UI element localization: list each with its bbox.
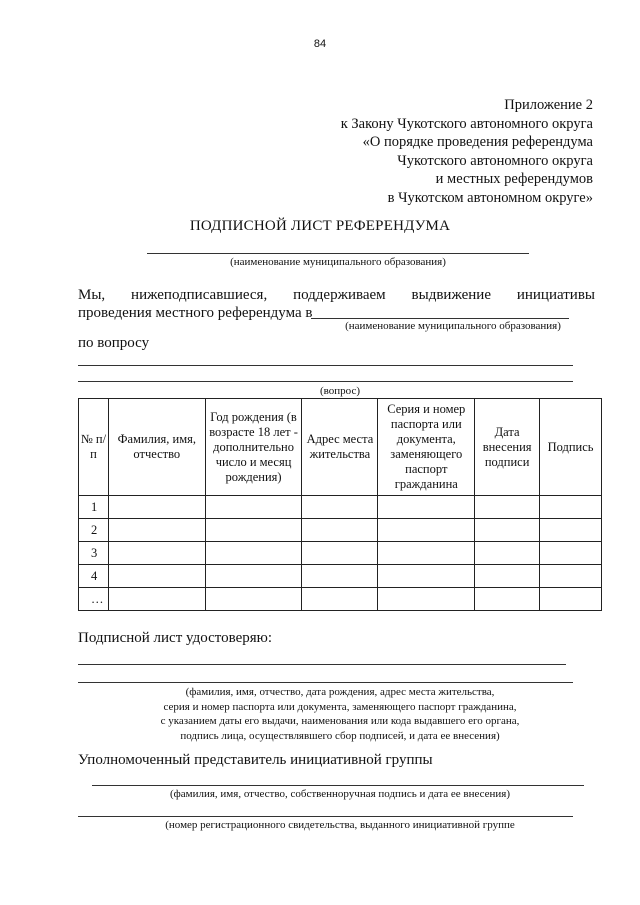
- representative-label: Уполномоченный представитель инициативной группы: [78, 752, 433, 768]
- table-cell[interactable]: [475, 588, 540, 611]
- table-row: [79, 519, 602, 542]
- appendix-line: Чукотского автономного округа: [397, 152, 593, 169]
- question-fill-line[interactable]: [78, 365, 573, 366]
- table-cell[interactable]: [205, 588, 302, 611]
- table-header-row: [79, 399, 602, 496]
- appendix-header: [341, 96, 593, 207]
- row-number: 2: [79, 519, 109, 542]
- table-cell[interactable]: [475, 519, 540, 542]
- document-title: ПОДПИСНОЙ ЛИСТ РЕФЕРЕНДУМА: [189, 218, 451, 234]
- question-label: по вопросу: [78, 335, 150, 351]
- table-cell[interactable]: [378, 565, 475, 588]
- question-caption: (вопрос): [320, 385, 360, 397]
- table-cell[interactable]: [475, 496, 540, 519]
- municipality-fill-line[interactable]: [147, 253, 529, 254]
- table-row: [79, 588, 602, 611]
- certify-caption-line: с указанием даты его выдачи, наименования или кода выдавшего его органа,: [160, 715, 520, 727]
- row-number: 4: [79, 565, 109, 588]
- table-row: [79, 542, 602, 565]
- column-header: № п/п: [79, 399, 109, 496]
- certify-caption-line: серия и номер паспорта или документа, заменяющего паспорт гражданина,: [163, 700, 517, 713]
- municipality-caption: (наименование муниципального образования): [230, 256, 446, 268]
- column-header: Год рождения (в возрасте 18 лет - дополнительно число и месяц рождения): [205, 399, 302, 496]
- table-cell[interactable]: [302, 588, 378, 611]
- signatures-table: [78, 398, 602, 611]
- appendix-line: и местных референдумов: [435, 171, 593, 187]
- table-cell[interactable]: [540, 588, 602, 611]
- column-header: Подпись: [540, 399, 602, 496]
- table-cell[interactable]: [378, 588, 475, 611]
- representative-caption: (фамилия, имя, отчество, собственноручная подпись и дата ее внесения): [169, 788, 511, 800]
- table-cell[interactable]: [540, 519, 602, 542]
- table-cell[interactable]: [540, 542, 602, 565]
- question-fill-line[interactable]: [78, 381, 573, 382]
- column-header: Адрес места жительства: [302, 399, 378, 496]
- appendix-line: Приложение 2: [504, 97, 593, 113]
- table-cell[interactable]: [378, 542, 475, 565]
- table-row: [79, 496, 602, 519]
- table-cell[interactable]: [205, 542, 302, 565]
- column-header: Дата внесения подписи: [475, 399, 540, 496]
- row-number: 1: [79, 496, 109, 519]
- table-cell[interactable]: [108, 496, 205, 519]
- table-cell[interactable]: [475, 542, 540, 565]
- table-cell[interactable]: [475, 565, 540, 588]
- certify-fill-line[interactable]: [78, 664, 566, 665]
- table-cell[interactable]: [205, 519, 302, 542]
- table-cell[interactable]: [108, 588, 205, 611]
- appendix-line: в Чукотском автономном округе»: [387, 189, 593, 206]
- registration-caption: (номер регистрационного свидетельства, выданного инициативной группе: [165, 819, 515, 831]
- table-cell[interactable]: [540, 496, 602, 519]
- table-cell[interactable]: [378, 519, 475, 542]
- column-header: Серия и номер паспорта или документа, заменяющего паспорт гражданина: [378, 399, 475, 496]
- table-cell[interactable]: [302, 542, 378, 565]
- table-cell[interactable]: [302, 565, 378, 588]
- appendix-line: к Закону Чукотского автономного округа: [340, 115, 593, 132]
- table-cell[interactable]: [302, 496, 378, 519]
- certify-caption-line: подпись лица, осуществлявшего сбор подписей, и дата ее внесения): [180, 729, 500, 742]
- certify-label: Подписной лист удостоверяю:: [78, 630, 273, 646]
- table-cell[interactable]: [205, 496, 302, 519]
- table-cell[interactable]: [108, 565, 205, 588]
- statement-municipality-caption: (наименование муниципального образования): [345, 320, 561, 332]
- column-header: Фамилия, имя, отчество: [108, 399, 205, 496]
- table-row: [79, 565, 602, 588]
- certify-caption-line: (фамилия, имя, отчество, дата рождения, адрес места жительства,: [185, 686, 495, 698]
- certify-fill-line[interactable]: [78, 682, 573, 683]
- registration-fill-line[interactable]: [78, 816, 573, 817]
- statement-line-2: проведения местного референдума в: [78, 305, 313, 321]
- certify-caption: [78, 685, 602, 743]
- row-number: …: [79, 588, 109, 611]
- page-number: 84: [313, 38, 327, 50]
- table-cell[interactable]: [108, 519, 205, 542]
- statement-line-1: Мы, нижеподписавшиеся, поддерживаем выдвижение инициативы: [78, 287, 595, 303]
- table-cell[interactable]: [302, 519, 378, 542]
- table-cell[interactable]: [108, 542, 205, 565]
- representative-fill-line[interactable]: [92, 785, 584, 786]
- table-cell[interactable]: [378, 496, 475, 519]
- appendix-line: «О порядке проведения референдума: [362, 134, 593, 150]
- row-number: 3: [79, 542, 109, 565]
- table-cell[interactable]: [205, 565, 302, 588]
- statement-municipality-fill-line[interactable]: [311, 318, 569, 319]
- table-cell[interactable]: [540, 565, 602, 588]
